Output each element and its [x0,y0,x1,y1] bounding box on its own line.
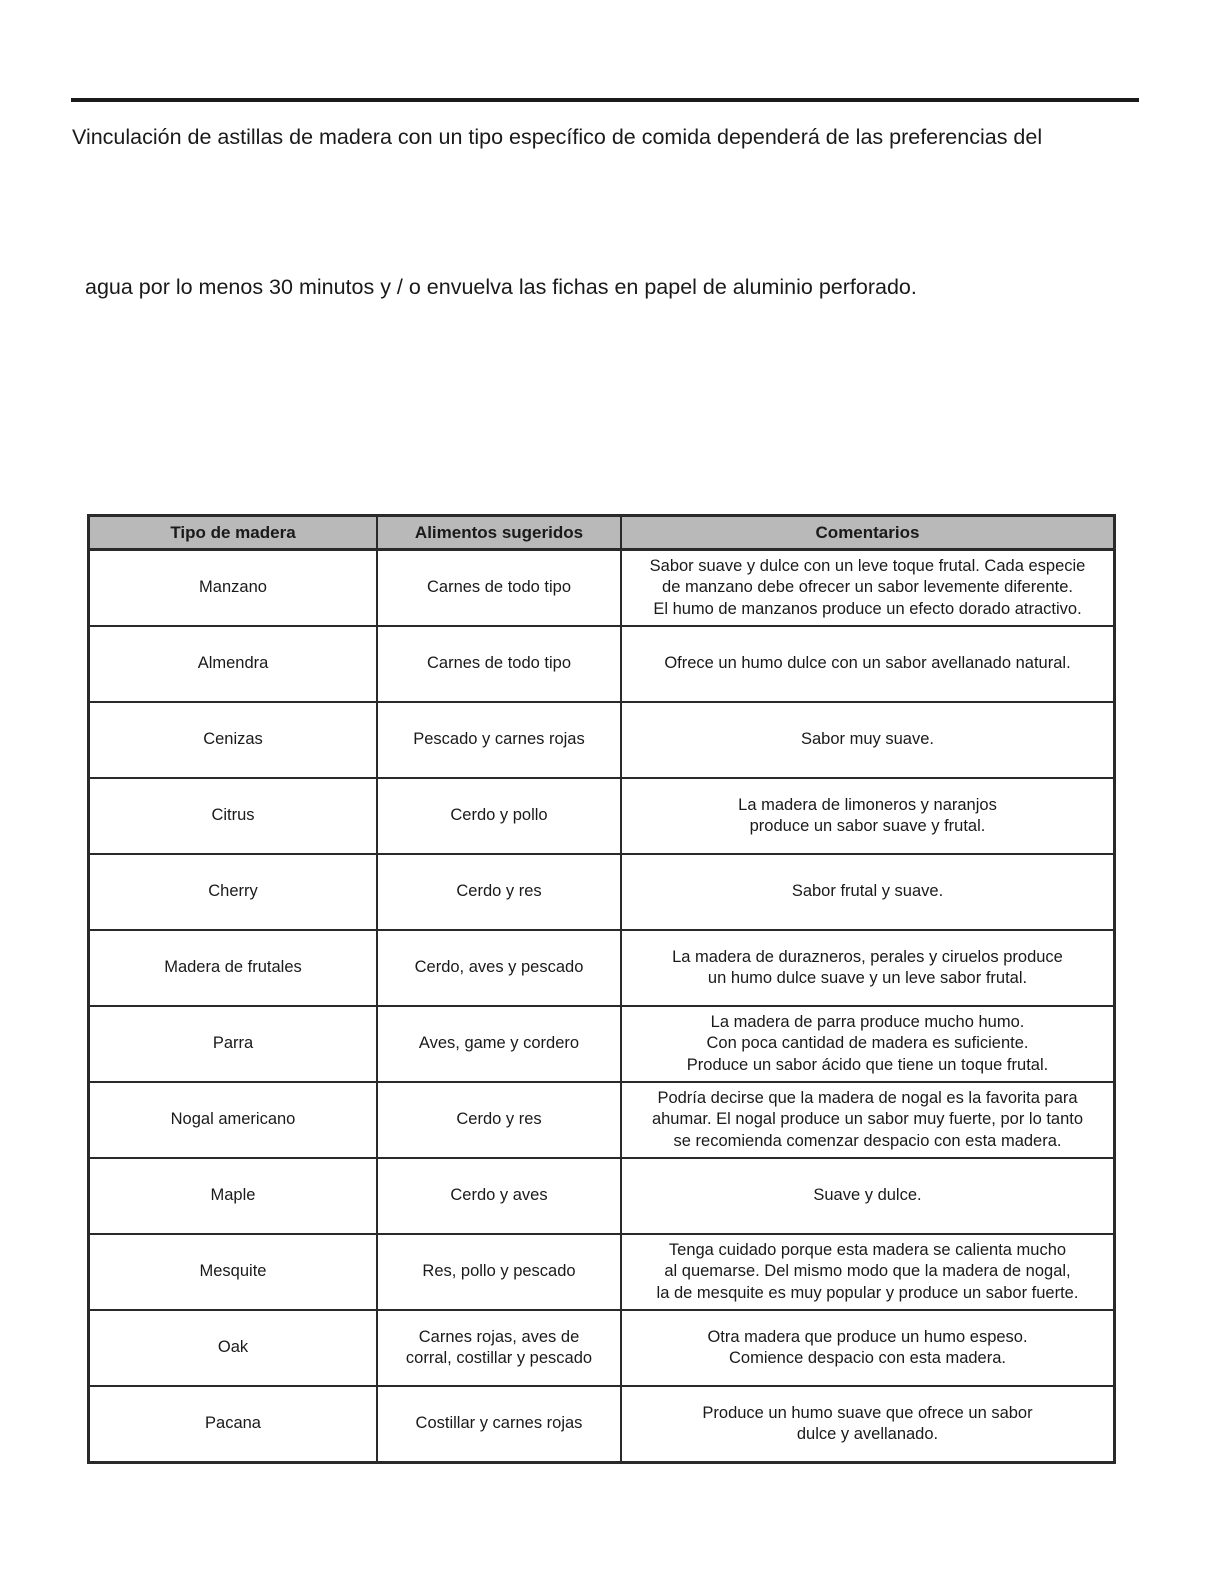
cell-comments [621,1006,1115,1082]
comment-line: Produce un humo suave que ofrece un sabor [702,1403,1033,1422]
cell-wood-type: Pacana [89,1386,378,1463]
cell-comments [621,1310,1115,1386]
comment-line: Comience despacio con esta madera. [729,1349,1006,1367]
comment-line: ahumar. El nogal produce un sabor muy fuerte, por lo tanto [651,1110,1084,1129]
table-row [89,1158,1115,1234]
comment-line: un humo dulce suave y un leve sabor frutal. [707,969,1028,987]
cell-wood-type: Maple [89,1158,378,1234]
cell-wood-type: Oak [89,1310,378,1386]
cell-wood-type: Almendra [89,626,378,702]
foods-line: Cerdo y pollo [450,806,548,825]
comment-line: Podría decirse que la madera de nogal es la favorita para [657,1088,1078,1107]
comment-line: La madera de parra produce mucho humo. [710,1012,1025,1031]
foods-line: Cerdo y res [456,882,542,901]
cell-suggested-foods [377,1386,621,1463]
intro-paragraph-line-2: agua por lo menos 30 minutos y / o envuelva las fichas en papel de aluminio perforado. [85,275,917,299]
comment-line: La madera de durazneros, perales y ciruelos produce [672,947,1063,966]
table-row [89,854,1115,930]
cell-comments [621,702,1115,778]
table-row [89,1082,1115,1158]
comment-line: Tenga cuidado porque esta madera se calienta mucho [668,1240,1067,1259]
comment-line: El humo de manzanos produce un efecto dorado atractivo. [653,599,1082,618]
comment-line: de manzano debe ofrecer un sabor levemente diferente. [662,578,1073,597]
table-header-row [89,516,1115,550]
cell-comments [621,1082,1115,1158]
table-row [89,550,1115,627]
cell-suggested-foods [377,1082,621,1158]
table-row [89,778,1115,854]
cell-comments [621,626,1115,702]
cell-suggested-foods [377,1310,621,1386]
cell-suggested-foods [377,1234,621,1310]
table-row [89,626,1115,702]
cell-comments [621,778,1115,854]
foods-line: Aves, game y cordero [418,1034,580,1053]
foods-line: Carnes de todo tipo [426,654,571,673]
foods-line: Res, pollo y pescado [422,1262,576,1281]
cell-comments [621,550,1115,627]
cell-wood-type: Madera de frutales [89,930,378,1006]
table-row [89,1310,1115,1386]
comment-line: produce un sabor suave y frutal. [749,817,986,835]
comment-line: Otra madera que produce un humo espeso. [707,1327,1028,1346]
cell-wood-type: Mesquite [89,1234,378,1310]
table-row [89,1234,1115,1310]
table-row [89,1006,1115,1082]
header-wood-type: Tipo de madera [89,516,378,550]
comment-line: al quemarse. Del mismo modo que la madera de nogal, [664,1262,1071,1281]
cell-suggested-foods [377,1006,621,1082]
comment-line: se recomienda comenzar despacio con esta madera. [673,1131,1062,1150]
foods-line: corral, costillar y pescado [405,1349,593,1367]
foods-line: Carnes rojas, aves de [418,1327,580,1346]
cell-comments [621,930,1115,1006]
table-row [89,1386,1115,1463]
cell-suggested-foods [377,550,621,627]
comment-line: Sabor suave y dulce con un leve toque frutal. Cada especie [649,556,1086,575]
comment-line: Suave y dulce. [813,1186,922,1205]
comment-line: Ofrece un humo dulce con un sabor avellanado natural. [664,654,1071,673]
comment-line: Sabor frutal y suave. [791,882,944,901]
cell-wood-type: Nogal americano [89,1082,378,1158]
comment-line: Sabor muy suave. [801,730,934,749]
cell-comments [621,1158,1115,1234]
cell-wood-type: Parra [89,1006,378,1082]
cell-wood-type: Citrus [89,778,378,854]
cell-suggested-foods [377,702,621,778]
foods-line: Cerdo y aves [450,1186,548,1205]
header-suggested-foods: Alimentos sugeridos [377,516,621,550]
foods-line: Costillar y carnes rojas [415,1414,583,1433]
header-comments: Comentarios [621,516,1115,550]
foods-line: Pescado y carnes rojas [413,730,585,749]
cell-suggested-foods [377,1158,621,1234]
table-row [89,930,1115,1006]
comment-line: dulce y avellanado. [796,1425,939,1443]
cell-suggested-foods [377,778,621,854]
top-rule [71,98,1139,102]
cell-suggested-foods [377,930,621,1006]
comment-line: La madera de limoneros y naranjos [738,795,997,814]
cell-suggested-foods [377,854,621,930]
cell-suggested-foods [377,626,621,702]
intro-paragraph-line-1: Vinculación de astillas de madera con un tipo específico de comida dependerá de las preferencias del [72,125,1043,149]
foods-line: Carnes de todo tipo [426,578,571,597]
foods-line: Cerdo, aves y pescado [414,958,584,977]
table-row [89,702,1115,778]
comment-line: la de mesquite es muy popular y produce un sabor fuerte. [656,1283,1079,1302]
cell-comments [621,1386,1115,1463]
wood-pairing-table [87,514,1116,1464]
cell-wood-type: Cherry [89,854,378,930]
cell-comments [621,1234,1115,1310]
cell-wood-type: Manzano [89,550,378,627]
cell-wood-type: Cenizas [89,702,378,778]
comment-line: Produce un sabor ácido que tiene un toque frutal. [686,1055,1049,1074]
cell-comments [621,854,1115,930]
comment-line: Con poca cantidad de madera es suficiente. [706,1034,1029,1053]
foods-line: Cerdo y res [456,1110,542,1129]
